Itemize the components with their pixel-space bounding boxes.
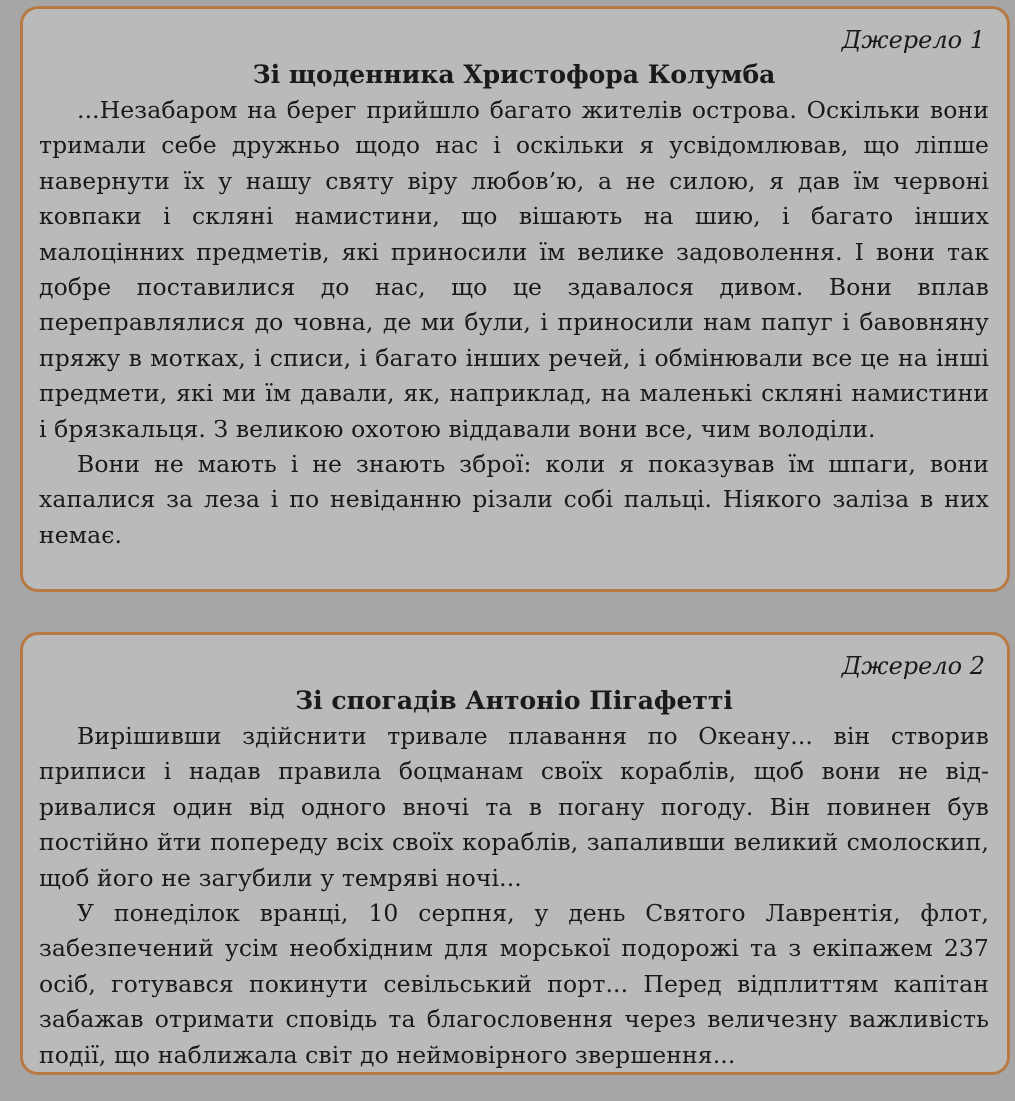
source-1-label: Джерело 1 — [841, 26, 985, 54]
source-2-paragraph-1: Вирішивши здійснити тривале плавання по Океану... він створив приписи і надав правила боцманам своїх кораблів, щоб вони не відривалися один від одного вночі та в погану погоду. Він повинен був постійно йти попереду всіх своїх кораблів, запаливши великий смолоскип, щоб його не загубили у темряві ночі... — [39, 722, 989, 892]
source-1-paragraph-2: Вони не мають і не знають зброї: коли я показував їм шпаги, вони хапалися за леза і по невіданню різали собі пальці. Ніякого заліза в них немає. — [39, 450, 989, 549]
source-1-title: Зі щоденника Христофора Колумба — [252, 60, 776, 89]
source-2-label: Джерело 2 — [841, 652, 985, 680]
source-2-box — [20, 632, 1010, 1075]
source-1-paragraph-1: ...Незабаром на берег прийшло багато жителів острова. Оскільки вони тримали себе дружньо щодо нас і оскільки я усвідомлював, що ліпше навернути їх у нашу святу віру любов’ю, а не силою, я дав їм червоні ковпаки і скляні намистини, що вішають на шию, і багато інших малоцінних предметів, які приносили їм велике задоволення. І вони так добре поставилися до нас, що це здавалося дивом. Вони вплав переправлялися до човна, де ми були, і приносили нам папуг і бавовняну пряжу в мотках, і списи, і багато інших речей, і обмінювали все це на інші предмети, які ми їм давали, як, наприклад, на маленькі скляні намистини і брязкальця. З великою охотою віддавали вони все, чим володіли. — [39, 96, 989, 443]
source-2-title: Зі спогадів Антоніо Пігафетті — [295, 686, 733, 715]
source-2-paragraph-2: У понеділок вранці, 10 серпня, у день Святого Лаврентія, флот, забезпечений усім необхідним для морської подорожі та з екіпажем 237 осіб, готувався покинути севільський порт... Перед відплиттям капітан забажав отримати сповідь та благословення через величезну важливість події, що наближала світ до неймовірного звершення... — [39, 899, 989, 1069]
source-1-box — [20, 6, 1010, 592]
